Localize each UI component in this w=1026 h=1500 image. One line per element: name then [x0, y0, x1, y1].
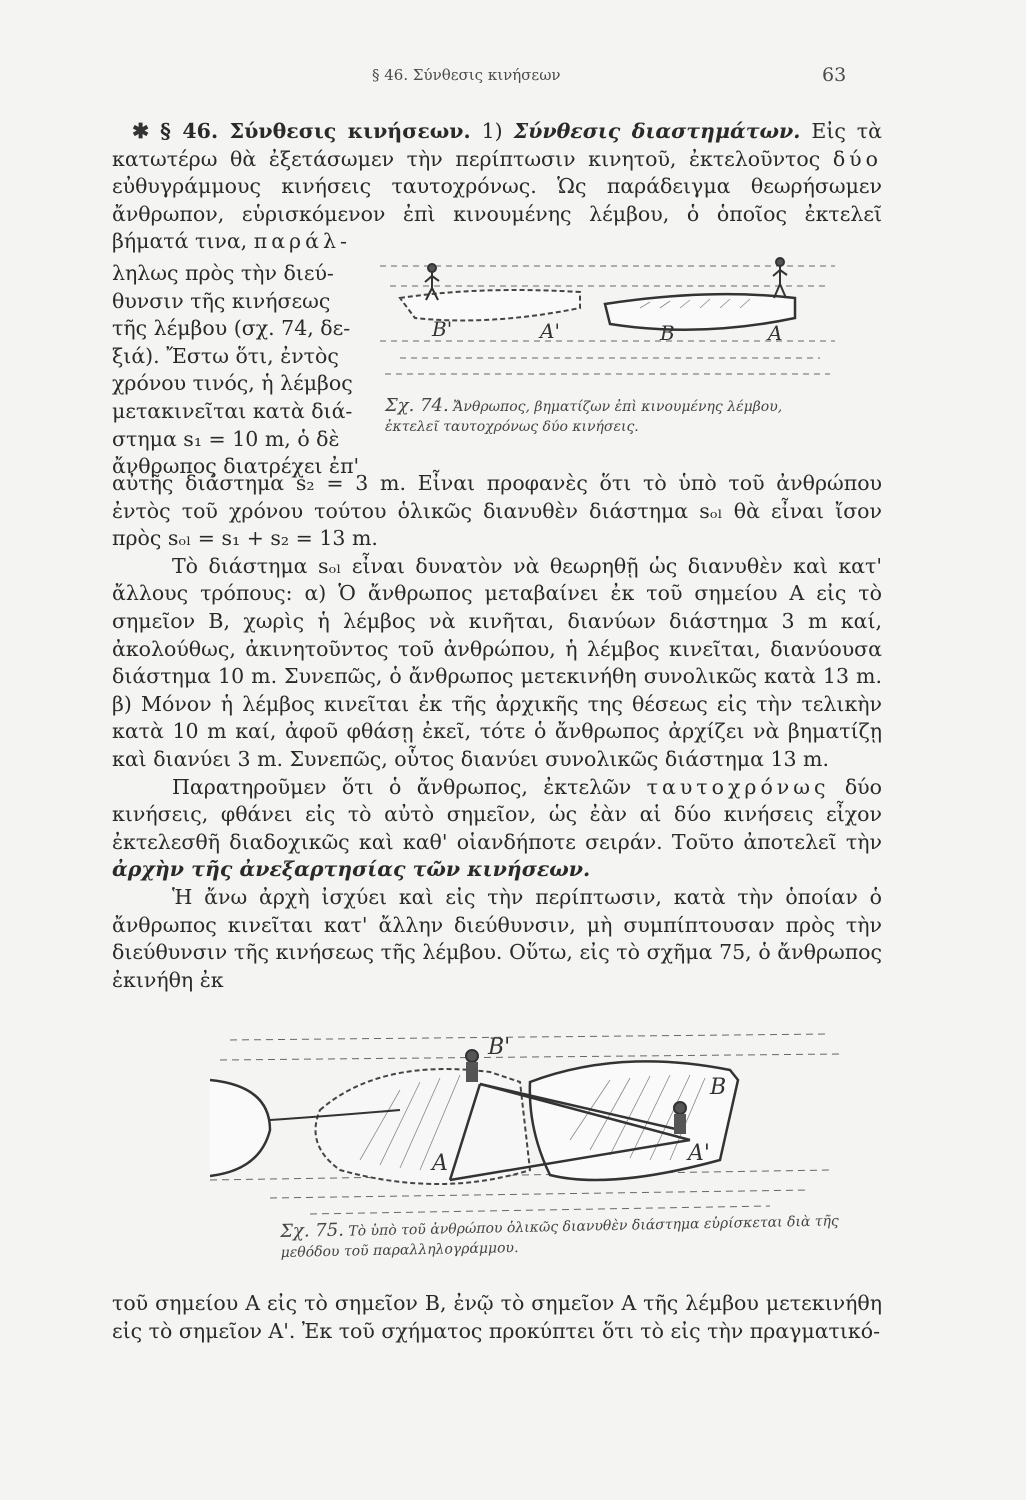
narrow-line: τῆς λέμβου (σχ. 74, δε- — [112, 316, 351, 341]
subheading-number: 1) — [481, 119, 503, 143]
narrow-column — [112, 260, 362, 481]
figure-74-boats — [380, 246, 835, 386]
point-b-label: B — [710, 1075, 727, 1100]
point-a-label: A — [432, 1151, 448, 1176]
body-text — [112, 470, 882, 994]
star-icon: ✱ — [132, 119, 150, 143]
running-head-title: § 46. Σύνθεσις κινήσεων — [372, 66, 561, 84]
section-heading: § 46. Σύνθεσις κινήσεων. — [160, 119, 471, 143]
man-icon — [773, 258, 787, 298]
intro-text: Εἰς τὰ κατωτέρω θὰ ἐξετάσωμεν τὴν περίπτωσιν κινητοῦ, ἐκτελοῦντος — [112, 119, 882, 171]
narrow-line: χρόνου τινός, ἡ λέμβος — [112, 371, 353, 396]
paragraph-3-b: δύο κινήσεις, φθάνει εἰς τὸ αὐτὸ σημεῖον, ὡς ἐὰν αἱ δύο κινήσεις εἶχον ἐκτελεσθῆ διαδοχικῶς καὶ καθ' οἱανδήποτε σειράν. Τοῦτο ἀποτελεῖ τὴν — [112, 774, 882, 854]
narrow-line: ἄνθρωπος διατρέχει ἐπ' — [112, 454, 360, 479]
point-b-prime-label: B' — [432, 317, 453, 341]
figure-75-label: Σχ. 75. — [279, 1219, 345, 1242]
subheading: Σύνθεσις διαστημάτων. — [513, 119, 801, 143]
spaced-word-parallel: παράλ- — [253, 229, 351, 254]
paragraph-5: τοῦ σημείου A εἰς τὸ σημεῖον B, ἐνῷ τὸ σημεῖον A τῆς λέμβου μετεκινήθη εἰς τὸ σημεῖον A'. Ἐκ τοῦ σχήματος προκύπτει ὅτι τὸ εἰς τὴν πραγματικό- — [112, 1291, 882, 1343]
point-a-label: A — [768, 321, 783, 345]
spaced-word-two: δύο — [832, 146, 882, 171]
point-a-prime-label: A' — [540, 319, 560, 343]
page-number: 63 — [822, 64, 847, 86]
intro-text-2: εὐθυγράμμους κινήσεις ταυτοχρόνως. Ὡς παράδειγμα θεωρήσωμεν ἄνθρωπον, εὑρισκόμενον ἐπὶ κινουμένης λέμβου, ὁ ὁποῖος ἐκτελεῖ βήματά τινα, — [112, 174, 882, 254]
narrow-line: μετακινεῖται κατὰ διά- — [112, 398, 353, 423]
paragraph-4: Ἡ ἄνω ἀρχὴ ἰσχύει καὶ εἰς τὴν περίπτωσιν, κατὰ τὴν ὁποίαν ὁ ἄνθρωπος κινεῖται κατ' ἄλλην διεύθυνσιν, μὴ συμπίπτουσαν πρὸς τὴν διεύθυνσιν τῆς κινήσεως τῆς λέμβου. Οὕτω, εἰς τὸ σχῆμα 75, ὁ ἄνθρωπος ἐκινήθη ἐκ — [112, 884, 882, 992]
man-icon — [674, 1102, 686, 1134]
point-b-prime-label: B' — [488, 1035, 511, 1060]
narrow-line: στημα s₁ = 10 m, ὁ δὲ — [112, 426, 340, 451]
narrow-line: ληλως πρὸς τὴν διεύ- — [112, 261, 334, 285]
closing-text — [112, 1290, 882, 1345]
paragraph-3 — [112, 774, 882, 884]
figure-74-label: Σχ. 74. — [385, 395, 449, 416]
man-icon — [466, 1050, 478, 1082]
figure-74-caption — [385, 396, 835, 437]
spaced-word-simultaneously: ταυτοχρόνως — [646, 774, 830, 799]
section-intro — [112, 118, 882, 256]
point-b-label: B — [660, 321, 675, 345]
principle-bold: ἀρχὴν τῆς ἀνεξαρτησίας τῶν κινήσεων. — [112, 857, 591, 882]
figure-75-caption-text: Τὸ ὑπὸ τοῦ ἀνθρώπου ὁλικῶς διανυθὲν διάστημα εὑρίσκεται διὰ τῆς μεθόδου τοῦ παραλληλογράμμου. — [280, 1213, 839, 1261]
paragraph-1: αὐτῆς διάστημα s₂ = 3 m. Εἶναι προφανὲς ὅτι τὸ ὑπὸ τοῦ ἀνθρώπου ἐντὸς τοῦ χρόνου τούτου ὁλικῶς διανυθὲν διάστημα sₒₗ θὰ εἶναι ἴσον πρὸς sₒₗ = s₁ + s₂ = 13 m. — [112, 471, 882, 551]
figure-75-boats — [210, 1020, 850, 1220]
narrow-line: ξιά). Ἔστω ὅτι, ἐντὸς — [112, 343, 339, 368]
running-head — [0, 66, 1026, 90]
figure-74-caption-text: Ἄνθρωπος, βηματίζων ἐπὶ κινουμένης λέμβου, ἐκτελεῖ ταυτοχρόνως δύο κινήσεις. — [385, 399, 783, 435]
point-a-prime-label: A' — [688, 1141, 710, 1166]
paragraph-2: Τὸ διάστημα sₒₗ εἶναι δυνατὸν νὰ θεωρηθῇ ὡς διανυθὲν καὶ κατ' ἄλλους τρόπους: α) Ὁ ἄνθρωπος μεταβαίνει ἐκ τοῦ σημείου A εἰς τὸ σημεῖον B, χωρὶς ἡ λέμβος νὰ κινῆται, διανύων διάστημα 3 m καί, ἀκολούθως, ἀκινητοῦντος τοῦ ἀνθρώπου, ἡ λέμβος κινεῖται, διανύουσα διάστημα 10 m. Συνεπῶς, ὁ ἄνθρωπος μετεκινήθη συνολικῶς κατὰ 13 m. β) Μόνον ἡ λέμβος κινεῖται ἐκ τῆς ἀρχικῆς της θέσεως εἰς τὴν τελικὴν κατὰ 10 m καί, ἀφοῦ φθάσῃ ἐκεῖ, τότε ὁ ἄνθρωπος ἀρχίζει νὰ βηματίζῃ καὶ διανύει 3 m. Συνεπῶς, οὗτος διανύει συνολικῶς διάστημα 13 m. — [112, 553, 882, 771]
paragraph-3-a: Παρατηροῦμεν ὅτι ὁ ἄνθρωπος, ἐκτελῶν — [172, 774, 632, 799]
narrow-line: θυνσιν τῆς κινήσεως — [112, 288, 331, 313]
